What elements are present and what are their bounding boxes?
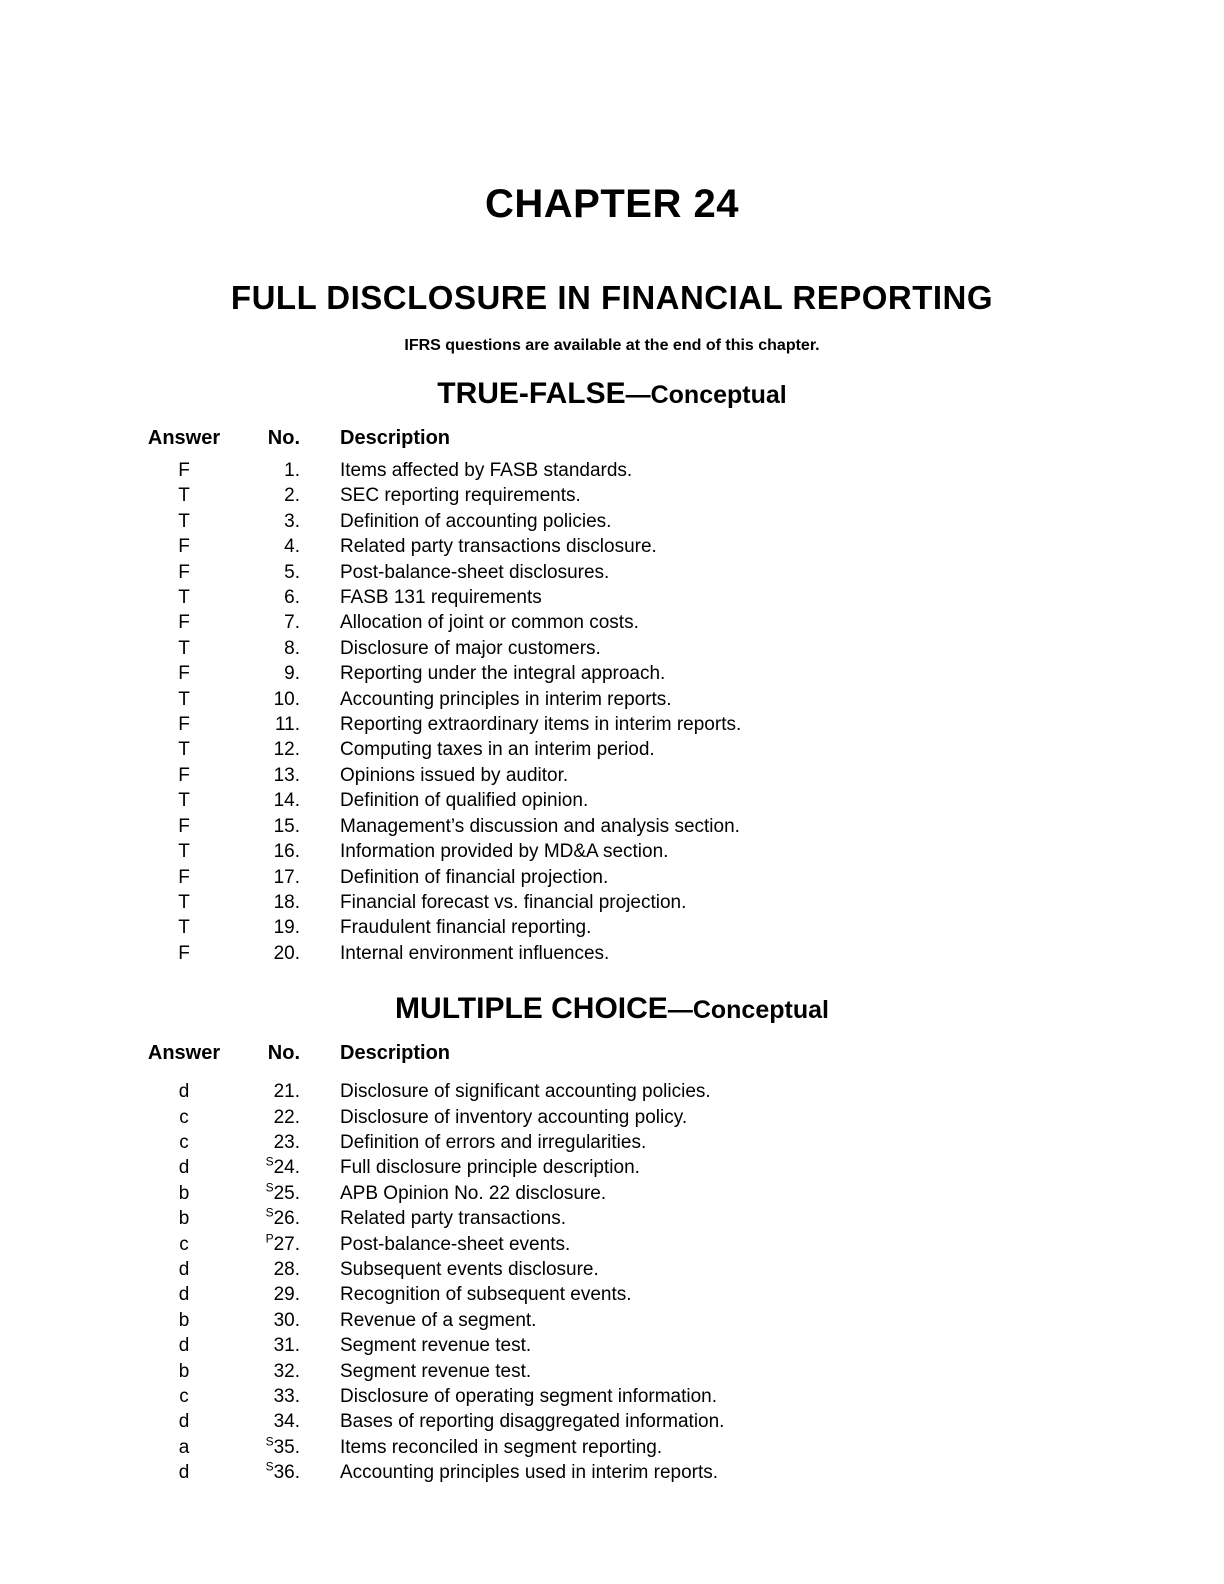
- section-heading-sub: —Conceptual: [667, 996, 829, 1025]
- question-row: [0, 1435, 1224, 1460]
- answer-value: T: [178, 485, 190, 507]
- question-description: Definition of financial projection.: [340, 866, 609, 888]
- question-rows-multiple-choice: [0, 1079, 1224, 1486]
- answer-value: T: [178, 891, 190, 913]
- question-row: [0, 1359, 1224, 1384]
- answer-value: d: [178, 1081, 190, 1103]
- answer-value: b: [178, 1360, 190, 1382]
- answer-value: d: [178, 1157, 190, 1179]
- question-number: 1.: [284, 460, 300, 481]
- question-row: [0, 1282, 1224, 1307]
- question-row: [0, 814, 1224, 839]
- section-true-false: [0, 377, 1224, 966]
- answer-value: c: [179, 1386, 189, 1407]
- question-number-superscript: P: [265, 1231, 274, 1246]
- answer-value: F: [178, 561, 190, 583]
- question-row: [0, 483, 1224, 508]
- question-row: [0, 1460, 1224, 1485]
- question-number: 11.: [274, 714, 300, 736]
- question-description: Accounting principles in interim reports.: [340, 688, 672, 710]
- question-description: Related party transactions.: [340, 1208, 567, 1230]
- question-description: Related party transactions disclosure.: [340, 536, 657, 558]
- question-number: 6.: [284, 587, 300, 609]
- question-description: Recognition of subsequent events.: [340, 1284, 632, 1306]
- answer-value: T: [178, 917, 190, 939]
- table-header: [0, 1041, 1224, 1066]
- question-rows-true-false: [0, 458, 1224, 966]
- answer-value: F: [178, 815, 190, 837]
- answer-value: F: [178, 536, 190, 558]
- question-number: 21.: [273, 1081, 300, 1103]
- question-number-superscript: S: [265, 1434, 274, 1449]
- answer-value: T: [178, 637, 190, 659]
- question-number: 32.: [273, 1360, 300, 1382]
- question-number: $^S$24.: [265, 1155, 300, 1179]
- answer-value: d: [178, 1284, 190, 1306]
- question-number: $^P$27.: [265, 1231, 300, 1255]
- question-number: $^S$36.: [265, 1459, 300, 1484]
- question-description: Reporting under the integral approach.: [340, 663, 666, 685]
- question-description: Items affected by FASB standards.: [340, 460, 633, 481]
- question-row: [0, 636, 1224, 661]
- answer-value: F: [178, 764, 190, 786]
- question-row: [0, 1181, 1224, 1206]
- question-description: APB Opinion No. 22 disclosure.: [340, 1182, 607, 1204]
- answer-value: T: [178, 688, 190, 710]
- question-description: Accounting principles used in interim reports.: [340, 1462, 719, 1484]
- document-title: FULL DISCLOSURE IN FINANCIAL REPORTING: [230, 279, 994, 316]
- answer-value: T: [178, 510, 190, 532]
- answer-value: F: [178, 663, 190, 685]
- answer-value: F: [178, 612, 190, 634]
- question-number: 18.: [273, 891, 300, 913]
- question-number: $^S$35.: [265, 1434, 300, 1458]
- question-number-superscript: S: [265, 1459, 274, 1474]
- answer-value: F: [178, 714, 190, 736]
- question-description: Disclosure of inventory accounting policy.: [340, 1106, 688, 1128]
- question-number: 30.: [273, 1309, 300, 1331]
- answer-value: c: [179, 1131, 189, 1153]
- question-row: [0, 890, 1224, 915]
- question-row: [0, 737, 1224, 762]
- question-row: [0, 687, 1224, 712]
- question-number: 28.: [273, 1258, 300, 1280]
- question-number: 31.: [273, 1335, 300, 1357]
- section-heading-true-false: [0, 377, 1224, 414]
- section-heading-multiple-choice: [0, 992, 1224, 1029]
- question-row: [0, 1409, 1224, 1434]
- question-description: Segment revenue test.: [340, 1335, 532, 1357]
- question-row: [0, 1333, 1224, 1358]
- chapter-title: CHAPTER 24: [485, 182, 739, 226]
- question-description: Management’s discussion and analysis section.: [340, 815, 740, 837]
- section-heading-main: TRUE-FALSE: [437, 377, 626, 410]
- answer-value: d: [178, 1411, 190, 1433]
- question-row: [0, 1257, 1224, 1282]
- question-row: [0, 1079, 1224, 1104]
- question-row: [0, 1105, 1224, 1130]
- column-header-no: No.: [267, 1042, 300, 1065]
- answer-value: F: [178, 942, 190, 964]
- question-description: Reporting extraordinary items in interim reports.: [340, 714, 742, 736]
- answer-value: b: [178, 1208, 190, 1230]
- question-row: [0, 1308, 1224, 1333]
- question-number: 20.: [273, 942, 300, 964]
- question-number: 23.: [273, 1131, 300, 1153]
- question-number: 14.: [273, 790, 300, 812]
- question-number: 5.: [284, 561, 300, 583]
- question-description: Revenue of a segment.: [340, 1309, 537, 1331]
- question-description: Items reconciled in segment reporting.: [340, 1436, 663, 1458]
- question-number: 17.: [273, 866, 300, 888]
- answer-value: d: [178, 1335, 190, 1357]
- question-description: FASB 131 requirements: [340, 587, 542, 609]
- section-heading-sub: —Conceptual: [625, 381, 787, 409]
- question-number: 29.: [273, 1284, 300, 1306]
- answer-value: T: [178, 739, 190, 761]
- question-description: Disclosure of operating segment information.: [340, 1386, 718, 1407]
- table-header: [0, 426, 1224, 451]
- question-row: [0, 560, 1224, 585]
- question-description: Allocation of joint or common costs.: [340, 612, 639, 634]
- question-description: Post-balance-sheet events.: [340, 1233, 571, 1255]
- question-row: [0, 534, 1224, 559]
- question-row: [0, 788, 1224, 813]
- section-multiple-choice: [0, 992, 1224, 1486]
- question-number: 4.: [284, 536, 300, 558]
- section-heading-main: MULTIPLE CHOICE: [395, 992, 668, 1026]
- question-description: Definition of qualified opinion.: [340, 790, 589, 812]
- answer-value: c: [179, 1233, 189, 1255]
- question-number: 13.: [273, 764, 300, 786]
- answer-value: F: [178, 866, 190, 888]
- question-number: 12.: [273, 739, 300, 761]
- answer-value: b: [178, 1309, 190, 1331]
- question-description: Definition of errors and irregularities.: [340, 1131, 647, 1153]
- answer-value: d: [178, 1462, 190, 1484]
- question-row: [0, 585, 1224, 610]
- question-number: 3.: [284, 510, 300, 532]
- question-number-superscript: S: [265, 1155, 274, 1170]
- question-number-superscript: S: [265, 1205, 274, 1220]
- question-row: [0, 1206, 1224, 1231]
- question-number: 2.: [284, 485, 300, 507]
- question-number: 19.: [273, 917, 300, 939]
- question-description: Segment revenue test.: [340, 1360, 532, 1382]
- question-number: $^S$25.: [265, 1180, 300, 1204]
- question-description: Post-balance-sheet disclosures.: [340, 561, 610, 583]
- question-row: [0, 509, 1224, 534]
- column-header-description: Description: [340, 427, 451, 449]
- question-description: Disclosure of major customers.: [340, 637, 601, 659]
- question-number: 15.: [273, 815, 300, 837]
- question-row: [0, 610, 1224, 635]
- question-row: [0, 865, 1224, 890]
- column-header-no: No.: [267, 427, 300, 449]
- question-row: [0, 712, 1224, 737]
- ifrs-note: IFRS questions are available at the end of this chapter.: [404, 337, 820, 354]
- question-description: Information provided by MD&A section.: [340, 841, 669, 863]
- question-description: Disclosure of significant accounting policies.: [340, 1081, 711, 1103]
- answer-value: T: [178, 841, 190, 863]
- question-number-superscript: S: [265, 1180, 274, 1195]
- column-header-description: Description: [340, 1042, 451, 1065]
- question-row: [0, 661, 1224, 686]
- question-number: 16.: [273, 841, 300, 863]
- question-row: [0, 915, 1224, 940]
- answer-value: a: [178, 1436, 190, 1458]
- question-number: 22.: [273, 1106, 300, 1128]
- question-row: [0, 1384, 1224, 1409]
- question-description: Bases of reporting disaggregated information.: [340, 1411, 725, 1433]
- question-row: [0, 941, 1224, 966]
- question-description: Fraudulent financial reporting.: [340, 917, 592, 939]
- question-row: [0, 458, 1224, 483]
- question-number: 34.: [273, 1411, 300, 1433]
- question-row: [0, 763, 1224, 788]
- question-description: Definition of accounting policies.: [340, 510, 612, 532]
- question-number: 10.: [273, 688, 300, 710]
- answer-value: c: [179, 1106, 189, 1128]
- answer-value: d: [178, 1258, 190, 1280]
- question-description: Internal environment influences.: [340, 942, 610, 964]
- question-description: Computing taxes in an interim period.: [340, 739, 655, 761]
- question-description: Full disclosure principle description.: [340, 1157, 640, 1179]
- answer-value: F: [178, 460, 190, 481]
- answer-value: T: [178, 587, 190, 609]
- question-number: $^S$26.: [265, 1205, 300, 1230]
- answer-value: b: [178, 1182, 190, 1204]
- column-header-answer: Answer: [147, 427, 221, 449]
- column-header-answer: Answer: [147, 1042, 221, 1065]
- question-description: Opinions issued by auditor.: [340, 764, 569, 786]
- question-description: Subsequent events disclosure.: [340, 1258, 599, 1280]
- question-number: 8.: [284, 637, 300, 659]
- question-row: [0, 1232, 1224, 1257]
- question-row: [0, 1130, 1224, 1155]
- question-description: SEC reporting requirements.: [340, 485, 581, 507]
- answer-value: T: [178, 790, 190, 812]
- question-description: Financial forecast vs. financial projection.: [340, 891, 687, 913]
- question-number: 33.: [273, 1386, 300, 1407]
- question-row: [0, 1155, 1224, 1180]
- question-number: 7.: [284, 612, 300, 634]
- question-number: 9.: [284, 663, 300, 685]
- question-row: [0, 839, 1224, 864]
